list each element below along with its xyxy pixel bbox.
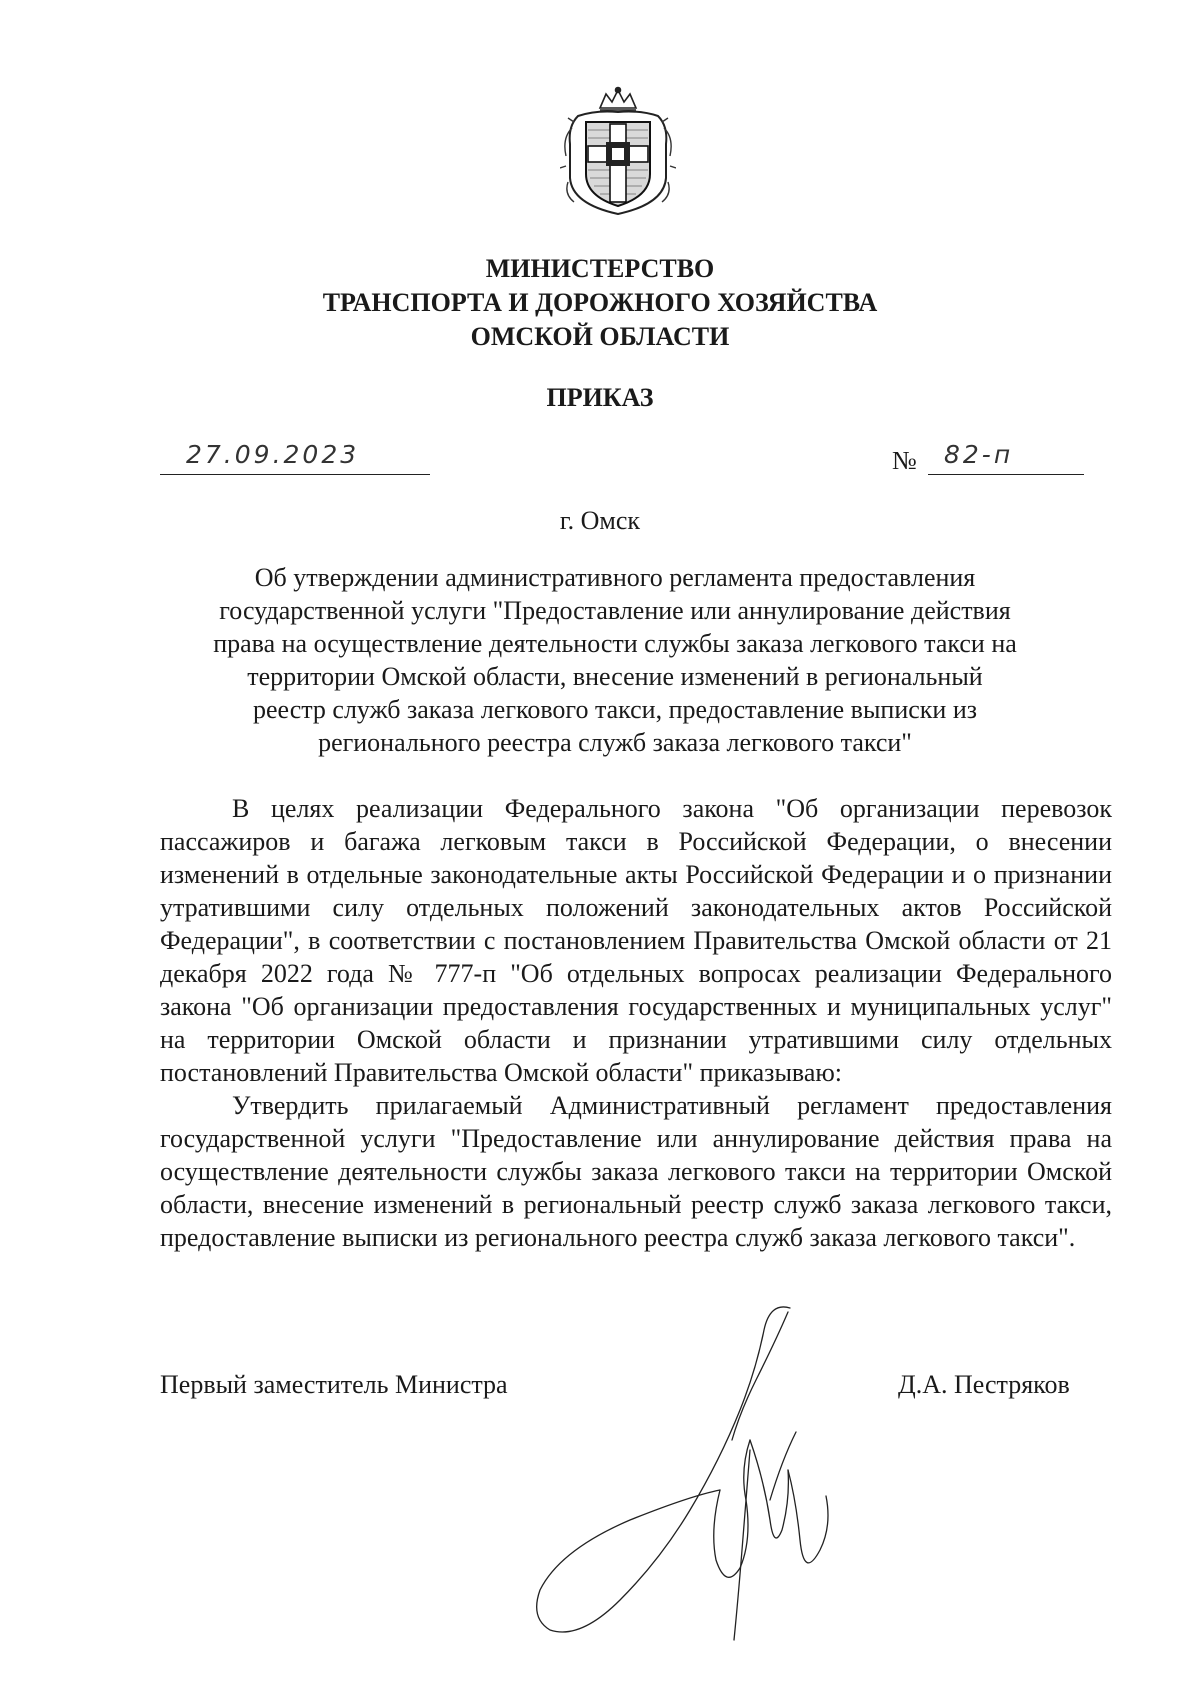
subject — [200, 561, 1030, 759]
date-value: 27.09.2023 — [186, 440, 360, 469]
subject-line: Об утверждении административного регламента предоставления — [254, 563, 976, 592]
body-text — [160, 792, 1112, 1254]
signatory-name: Д.А. Пестряков — [898, 1370, 1070, 1399]
subject-line: права на осуществление деятельности службы заказа легкового такси на — [213, 629, 1017, 658]
number-label: № — [892, 446, 917, 475]
handwritten-signature-icon — [520, 1300, 860, 1660]
body-paragraph-2: Утвердить прилагаемый Административный регламент предоставления государственной услуги "Предоставление или аннулирование действия права на осуществление деятельности службы заказа легкового такси на территории Омской области, внесение изменений в региональный реестр служб заказа легкового такси, предоставление выписки из регионального реестра служб заказа легкового такси". — [160, 1091, 1112, 1252]
coat-of-arms-icon — [560, 86, 676, 218]
body-paragraph-1: В целях реализации Федерального закона "Об организации перевозок пассажиров и багажа легковым такси в Российской Федерации, о внесении изменений в отдельные законодательные акты Российской Федерации и о признании утратившими силу отдельных положений законодательных актов Российской Федерации", в соответствии с постановлением Правительства Омской области от 21 декабря 2022 года № 777-п "Об отдельных вопросах реализации Федерального закона "Об организации предоставления государственных и муниципальных услуг" на территории Омской области и признании утратившими силу отдельных постановлений Правительства Омской области" приказываю: — [160, 794, 1112, 1087]
city: г. Омск — [559, 506, 641, 535]
number-field — [928, 440, 1084, 475]
subject-line: реестр служб заказа легкового такси, предоставление выписки из — [252, 695, 978, 724]
ministry-line-2: ТРАНСПОРТА И ДОРОЖНОГО ХОЗЯЙСТВА — [322, 288, 878, 317]
subject-line: территории Омской области, внесение изменений в региональный — [247, 662, 983, 691]
date-field — [160, 440, 430, 475]
document-type: ПРИКАЗ — [546, 383, 654, 412]
subject-line: регионального реестра служб заказа легкового такси" — [318, 728, 912, 757]
signatory-position: Первый заместитель Министра — [160, 1370, 508, 1399]
ministry-line-1: МИНИСТЕРСТВО — [485, 254, 715, 283]
ministry-line-3: ОМСКОЙ ОБЛАСТИ — [470, 322, 730, 351]
subject-line: государственной услуги "Предоставление или аннулирование действия — [219, 596, 1011, 625]
number-value: 82-п — [944, 440, 1014, 469]
ministry-name — [0, 252, 1200, 354]
